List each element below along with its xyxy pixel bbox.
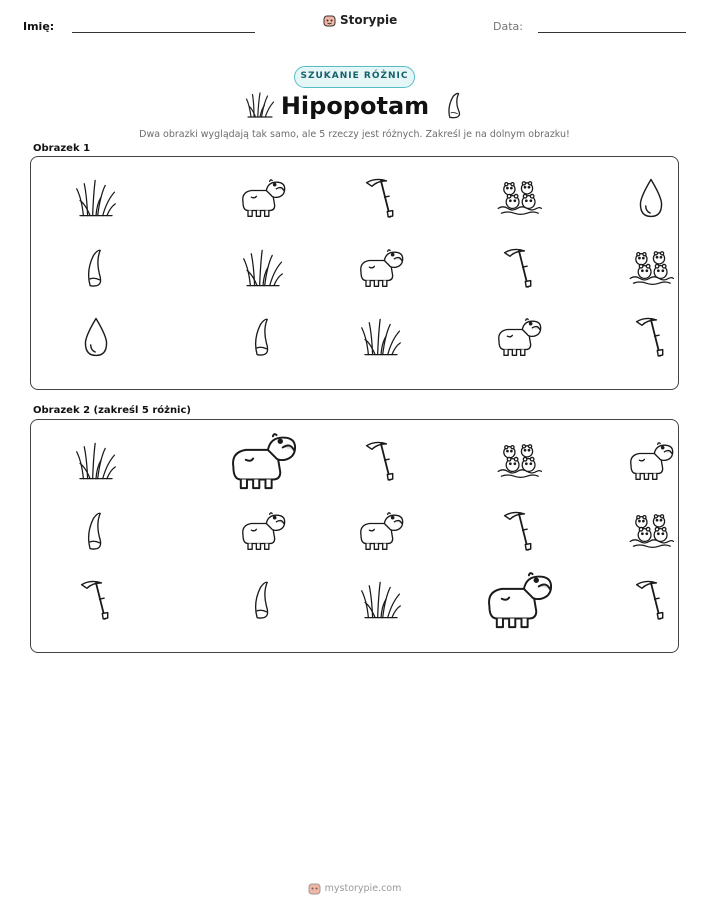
hippo-large-icon[interactable] xyxy=(482,567,556,633)
brand-logo xyxy=(323,13,397,27)
drop-icon xyxy=(78,315,114,359)
storypie-logo-icon xyxy=(308,882,321,895)
horn-icon[interactable] xyxy=(250,579,276,621)
horn-icon xyxy=(444,91,466,119)
hippo-icon xyxy=(356,247,406,289)
horn-icon xyxy=(83,247,109,289)
grass-icon[interactable] xyxy=(360,578,402,622)
panel-2-label: Obrazek 2 (zakreśl 5 różnic) xyxy=(33,405,191,416)
picture-2-panel[interactable] xyxy=(30,419,679,653)
category-badge: SZUKANIE RÓŻNIC xyxy=(294,66,415,88)
hippo-icon[interactable] xyxy=(626,440,676,482)
storypie-logo-icon xyxy=(323,14,336,27)
grass-icon xyxy=(75,176,117,220)
drop-icon xyxy=(633,176,669,220)
instructions: Dwa obrazki wyglądają tak samo, ale 5 rzeczy jest różnych. Zakreśl je na dolnym obrazku! xyxy=(139,129,570,140)
scythe-icon[interactable] xyxy=(363,437,399,485)
horn-icon xyxy=(250,316,276,358)
scythe-icon[interactable] xyxy=(501,507,537,555)
scythe-icon[interactable] xyxy=(78,576,114,624)
hippo-icon xyxy=(494,316,544,358)
footer xyxy=(0,882,709,895)
grass-icon xyxy=(242,246,284,290)
scythe-icon xyxy=(633,313,669,361)
hippo-icon[interactable] xyxy=(238,510,288,552)
brand-name: Storypie xyxy=(340,13,398,27)
hippo-icon xyxy=(238,177,288,219)
hippo-family-icon[interactable] xyxy=(627,510,675,552)
panel-1-label: Obrazek 1 xyxy=(33,143,91,154)
name-label: Imię: xyxy=(23,20,55,33)
name-field[interactable] xyxy=(72,32,255,33)
hippo-family-icon xyxy=(495,177,543,219)
horn-icon[interactable] xyxy=(83,510,109,552)
date-field[interactable] xyxy=(538,32,686,33)
scythe-icon xyxy=(363,174,399,222)
picture-1-panel xyxy=(30,156,679,390)
hippo-large-icon[interactable] xyxy=(226,428,300,494)
page-title: Hipopotam xyxy=(280,92,430,120)
footer-url: mystorypie.com xyxy=(324,883,402,894)
scythe-icon[interactable] xyxy=(633,576,669,624)
grass-icon[interactable] xyxy=(75,439,117,483)
scythe-icon xyxy=(501,244,537,292)
hippo-icon[interactable] xyxy=(356,510,406,552)
hippo-family-icon[interactable] xyxy=(495,440,543,482)
hippo-family-icon xyxy=(627,247,675,289)
grass-icon xyxy=(360,315,402,359)
date-label: Data: xyxy=(493,20,523,33)
